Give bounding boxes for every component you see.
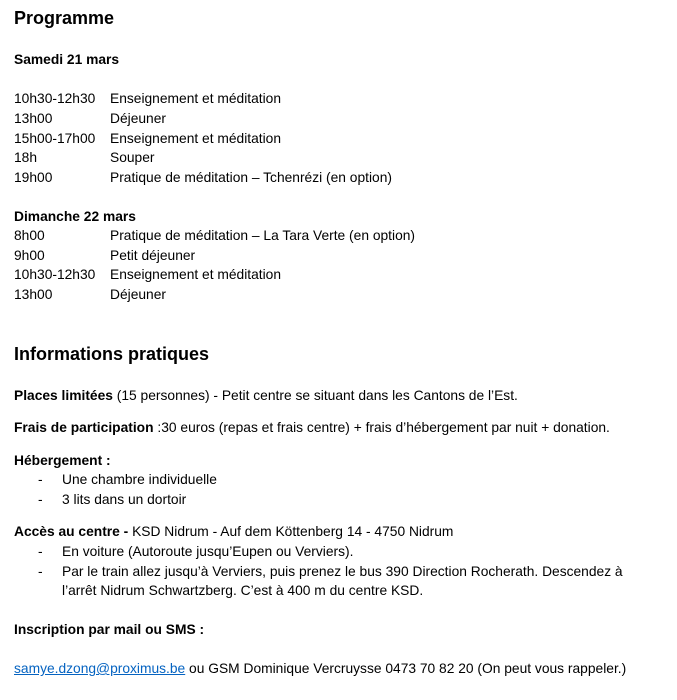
day1-heading: Samedi 21 mars [14, 52, 120, 67]
schedule-time: 19h00 [14, 170, 53, 185]
bullet-dash: - [38, 544, 43, 559]
schedule-activity: Petit déjeuner [110, 248, 196, 263]
schedule-time: 13h00 [14, 287, 53, 302]
inscription-contact [14, 661, 626, 676]
places-label: Places limitées [14, 388, 113, 403]
schedule-time: 8h00 [14, 228, 45, 243]
schedule-activity: Enseignement et méditation [110, 267, 282, 282]
schedule-activity: Pratique de méditation – La Tara Verte (en option) [110, 228, 416, 243]
schedule-time: 9h00 [14, 248, 45, 263]
email-link[interactable]: samye.dzong@proximus.be [14, 661, 186, 676]
schedule-activity: Enseignement et méditation [110, 131, 282, 146]
contact-text: ou GSM Dominique Vercruysse 0473 70 82 20 (On peut vous rappeler.) [185, 661, 627, 676]
acces-label: Accès au centre - [14, 524, 129, 539]
places-paragraph [14, 388, 518, 403]
schedule-time: 10h30-12h30 [14, 91, 96, 106]
schedule-activity: Enseignement et méditation [110, 91, 282, 106]
frais-paragraph [14, 420, 610, 435]
places-text: (15 personnes) - Petit centre se situant dans les Cantons de l’Est. [112, 388, 518, 403]
list-item-text: 3 lits dans un dortoir [62, 492, 187, 507]
day2-heading: Dimanche 22 mars [14, 209, 136, 224]
acces-paragraph [14, 524, 453, 539]
inscription-label: Inscription par mail ou SMS : [14, 622, 205, 637]
schedule-activity: Pratique de méditation – Tchenrézi (en option) [110, 170, 392, 185]
list-item-text: En voiture (Autoroute jusqu’Eupen ou Verviers). [62, 544, 354, 559]
schedule-activity: Déjeuner [110, 287, 166, 302]
list-item-text: Une chambre individuelle [62, 472, 217, 487]
frais-label: Frais de participation [14, 420, 154, 435]
schedule-time: 13h00 [14, 111, 53, 126]
bullet-dash: - [38, 564, 43, 579]
list-item-continuation: l’arrêt Nidrum Schwartzberg. C’est à 400 m du centre KSD. [62, 583, 424, 598]
programme-title: Programme [14, 8, 115, 28]
hebergement-label: Hébergement : [14, 453, 111, 468]
info-title: Informations pratiques [14, 344, 210, 364]
schedule-time: 18h [14, 150, 38, 165]
bullet-dash: - [38, 472, 43, 487]
frais-text: :30 euros (repas et frais centre) + frais d’hébergement par nuit + donation. [153, 420, 610, 435]
schedule-time: 15h00-17h00 [14, 131, 96, 146]
bullet-dash: - [38, 492, 43, 507]
schedule-time: 10h30-12h30 [14, 267, 96, 282]
schedule-activity: Souper [110, 150, 155, 165]
schedule-activity: Déjeuner [110, 111, 166, 126]
acces-text: KSD Nidrum - Auf dem Köttenberg 14 - 4750 Nidrum [128, 524, 454, 539]
list-item-text: Par le train allez jusqu’à Verviers, puis prenez le bus 390 Direction Rocherath. Descendez à [62, 564, 623, 579]
